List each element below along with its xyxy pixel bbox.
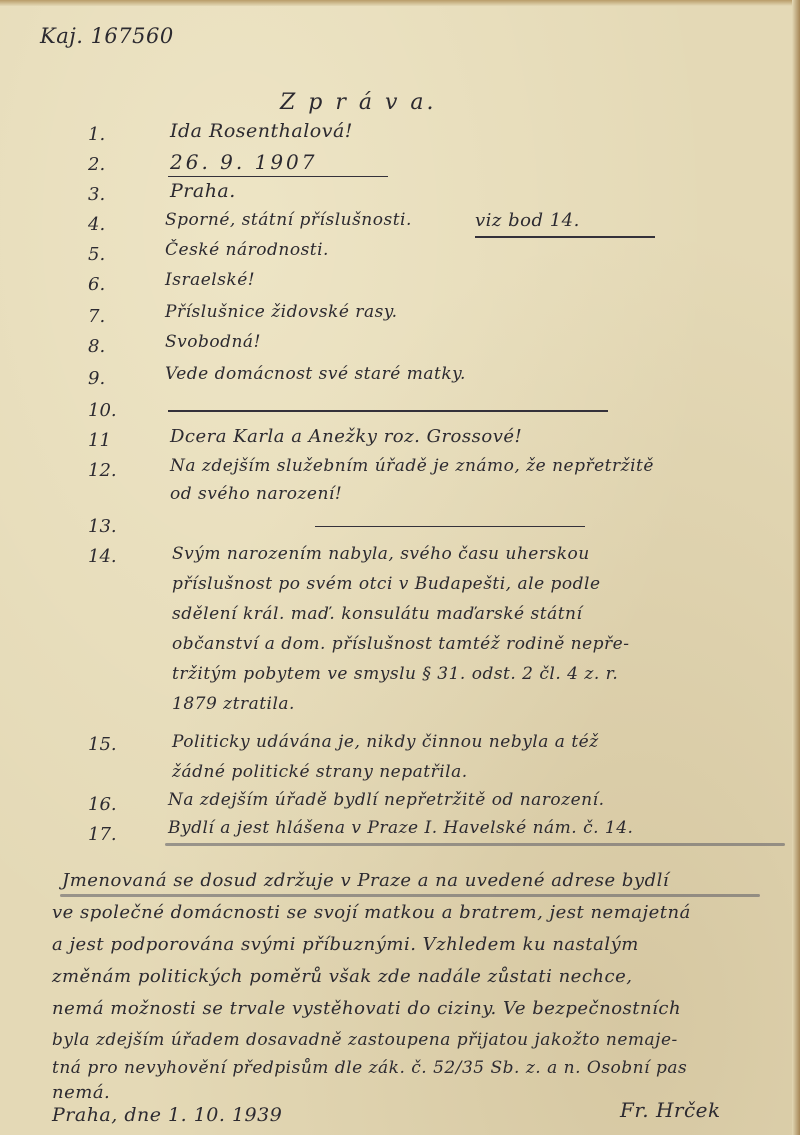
item-text: Sporné, státní příslušnosti. — [165, 210, 412, 230]
note-line: ve společné domácnosti se svojí matkou a bratrem, jest nemajetná — [52, 902, 691, 923]
item-text: Svobodná! — [165, 332, 261, 352]
item-continuation: žádné politické strany nepatřila. — [172, 762, 468, 782]
report-title: Z p r á v a. — [280, 90, 437, 115]
item-text: Vede domácnost své staré matky. — [165, 364, 466, 384]
place-date: Praha, dne 1. 10. 1939 — [52, 1104, 283, 1126]
item-extra: viz bod 14. — [475, 210, 580, 231]
item-number: 10. — [88, 400, 117, 421]
item-text: 26. 9. 1907 — [170, 150, 318, 174]
item-number: 5. — [88, 244, 106, 265]
item-continuation: sdělení král. maď. konsulátu maďarské státní — [172, 604, 583, 624]
item-text: Příslušnice židovské rasy. — [165, 302, 398, 322]
divider-line — [315, 526, 585, 527]
item-number: 14. — [88, 546, 117, 567]
item-number: 7. — [88, 306, 106, 327]
item-continuation: občanství a dom. příslušnost tamtéž rodině nepře- — [172, 634, 630, 654]
item-continuation: 1879 ztratila. — [172, 694, 295, 714]
underline — [168, 176, 388, 177]
item-number: 15. — [88, 734, 117, 755]
item-text: Israelské! — [165, 270, 256, 290]
item-number: 3. — [88, 184, 106, 205]
item-text: Politicky udávána je, nikdy činnou nebyla a též — [172, 732, 599, 752]
item-text: České národnosti. — [165, 240, 329, 260]
item-number: 16. — [88, 794, 117, 815]
divider-line — [168, 410, 608, 412]
item-number: 13. — [88, 516, 117, 537]
item-number: 6. — [88, 274, 106, 295]
page-edge-top — [0, 0, 800, 6]
item-text: Praha. — [170, 180, 236, 202]
item-continuation: od svého narození! — [170, 484, 343, 504]
item-number: 9. — [88, 368, 106, 389]
signature: Fr. Hrček — [620, 1098, 721, 1122]
item-number: 12. — [88, 460, 117, 481]
item-number: 1. — [88, 124, 106, 145]
item-text: Dcera Karla a Anežky roz. Grossové! — [170, 426, 523, 447]
note-line: změnám politických poměrů však zde nadále zůstati nechce, — [52, 966, 633, 987]
note-line: nemá. — [52, 1082, 111, 1103]
note-line: tná pro nevyhovění předpisům dle zák. č. 52/35 Sb. z. a n. Osobní pas — [52, 1058, 688, 1078]
item-text: Na zdejším úřadě bydlí nepřetržitě od narození. — [168, 790, 605, 810]
item-number: 11 — [88, 430, 111, 451]
note-line: a jest podporována svými příbuznými. Vzhledem ku nastalým — [52, 934, 639, 955]
item-text: Na zdejším služebním úřadě je známo, že nepřetržitě — [170, 456, 654, 476]
item-continuation: tržitým pobytem ve smyslu § 31. odst. 2 čl. 4 z. r. — [172, 664, 619, 684]
item-number: 17. — [88, 824, 117, 845]
item-number: 8. — [88, 336, 106, 357]
pencil-underline — [165, 843, 785, 846]
item-text: Bydlí a jest hlášena v Praze I. Havelské nám. č. 14. — [168, 818, 634, 838]
item-number: 2. — [88, 154, 106, 175]
item-continuation: příslušnost po svém otci v Budapešti, ale podle — [172, 574, 601, 594]
note-line: nemá možnosti se trvale vystěhovati do ciziny. Ve bezpečnostních — [52, 998, 682, 1019]
note-line: Jmenovaná se dosud zdržuje v Praze a na uvedené adrese bydlí — [62, 870, 670, 891]
item-text: Svým narozením nabyla, svého času uherskou — [172, 544, 590, 564]
reference-number: Kaj. 167560 — [40, 24, 174, 48]
underline — [475, 236, 655, 238]
item-text: Ida Rosenthalová! — [170, 120, 353, 142]
note-line: byla zdejším úřadem dosavadně zastoupena přijatou jakožto nemaje- — [52, 1030, 678, 1050]
pencil-underline — [60, 894, 760, 897]
item-number: 4. — [88, 214, 106, 235]
page-edge-right — [792, 0, 800, 1135]
